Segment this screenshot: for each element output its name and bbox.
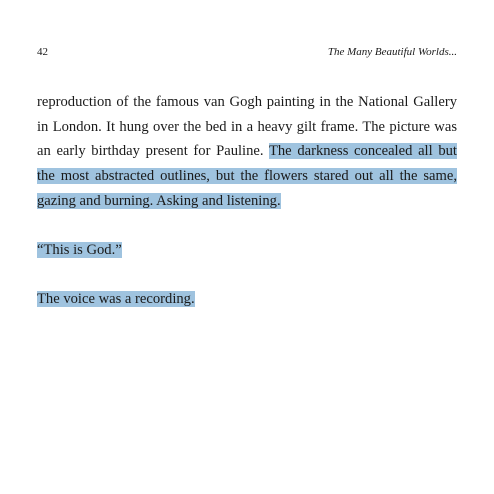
- page-body: [37, 90, 457, 312]
- highlighted-selection[interactable]: “This is God.”: [37, 242, 122, 259]
- highlighted-selection[interactable]: The voice was a recording.: [37, 291, 195, 308]
- highlighted-selection[interactable]: The darkness concealed all but the most abstracted outlines, but the flowers stared out all the same, gazing and burning. Asking and listening.: [37, 143, 457, 209]
- page-header: [37, 46, 457, 62]
- page-number: 42: [37, 46, 48, 58]
- paragraph-3[interactable]: [37, 287, 457, 312]
- paragraph-1-text: reproduction of the famous van Gogh painting in the National Gallery in London. It hung over the bed in a heavy gilt frame. The picture was an early birthday present for Pauline.: [37, 94, 457, 160]
- running-title: The Many Beautiful Worlds...: [327, 46, 457, 58]
- paragraph-1[interactable]: [37, 90, 457, 214]
- paragraph-2[interactable]: [37, 238, 457, 263]
